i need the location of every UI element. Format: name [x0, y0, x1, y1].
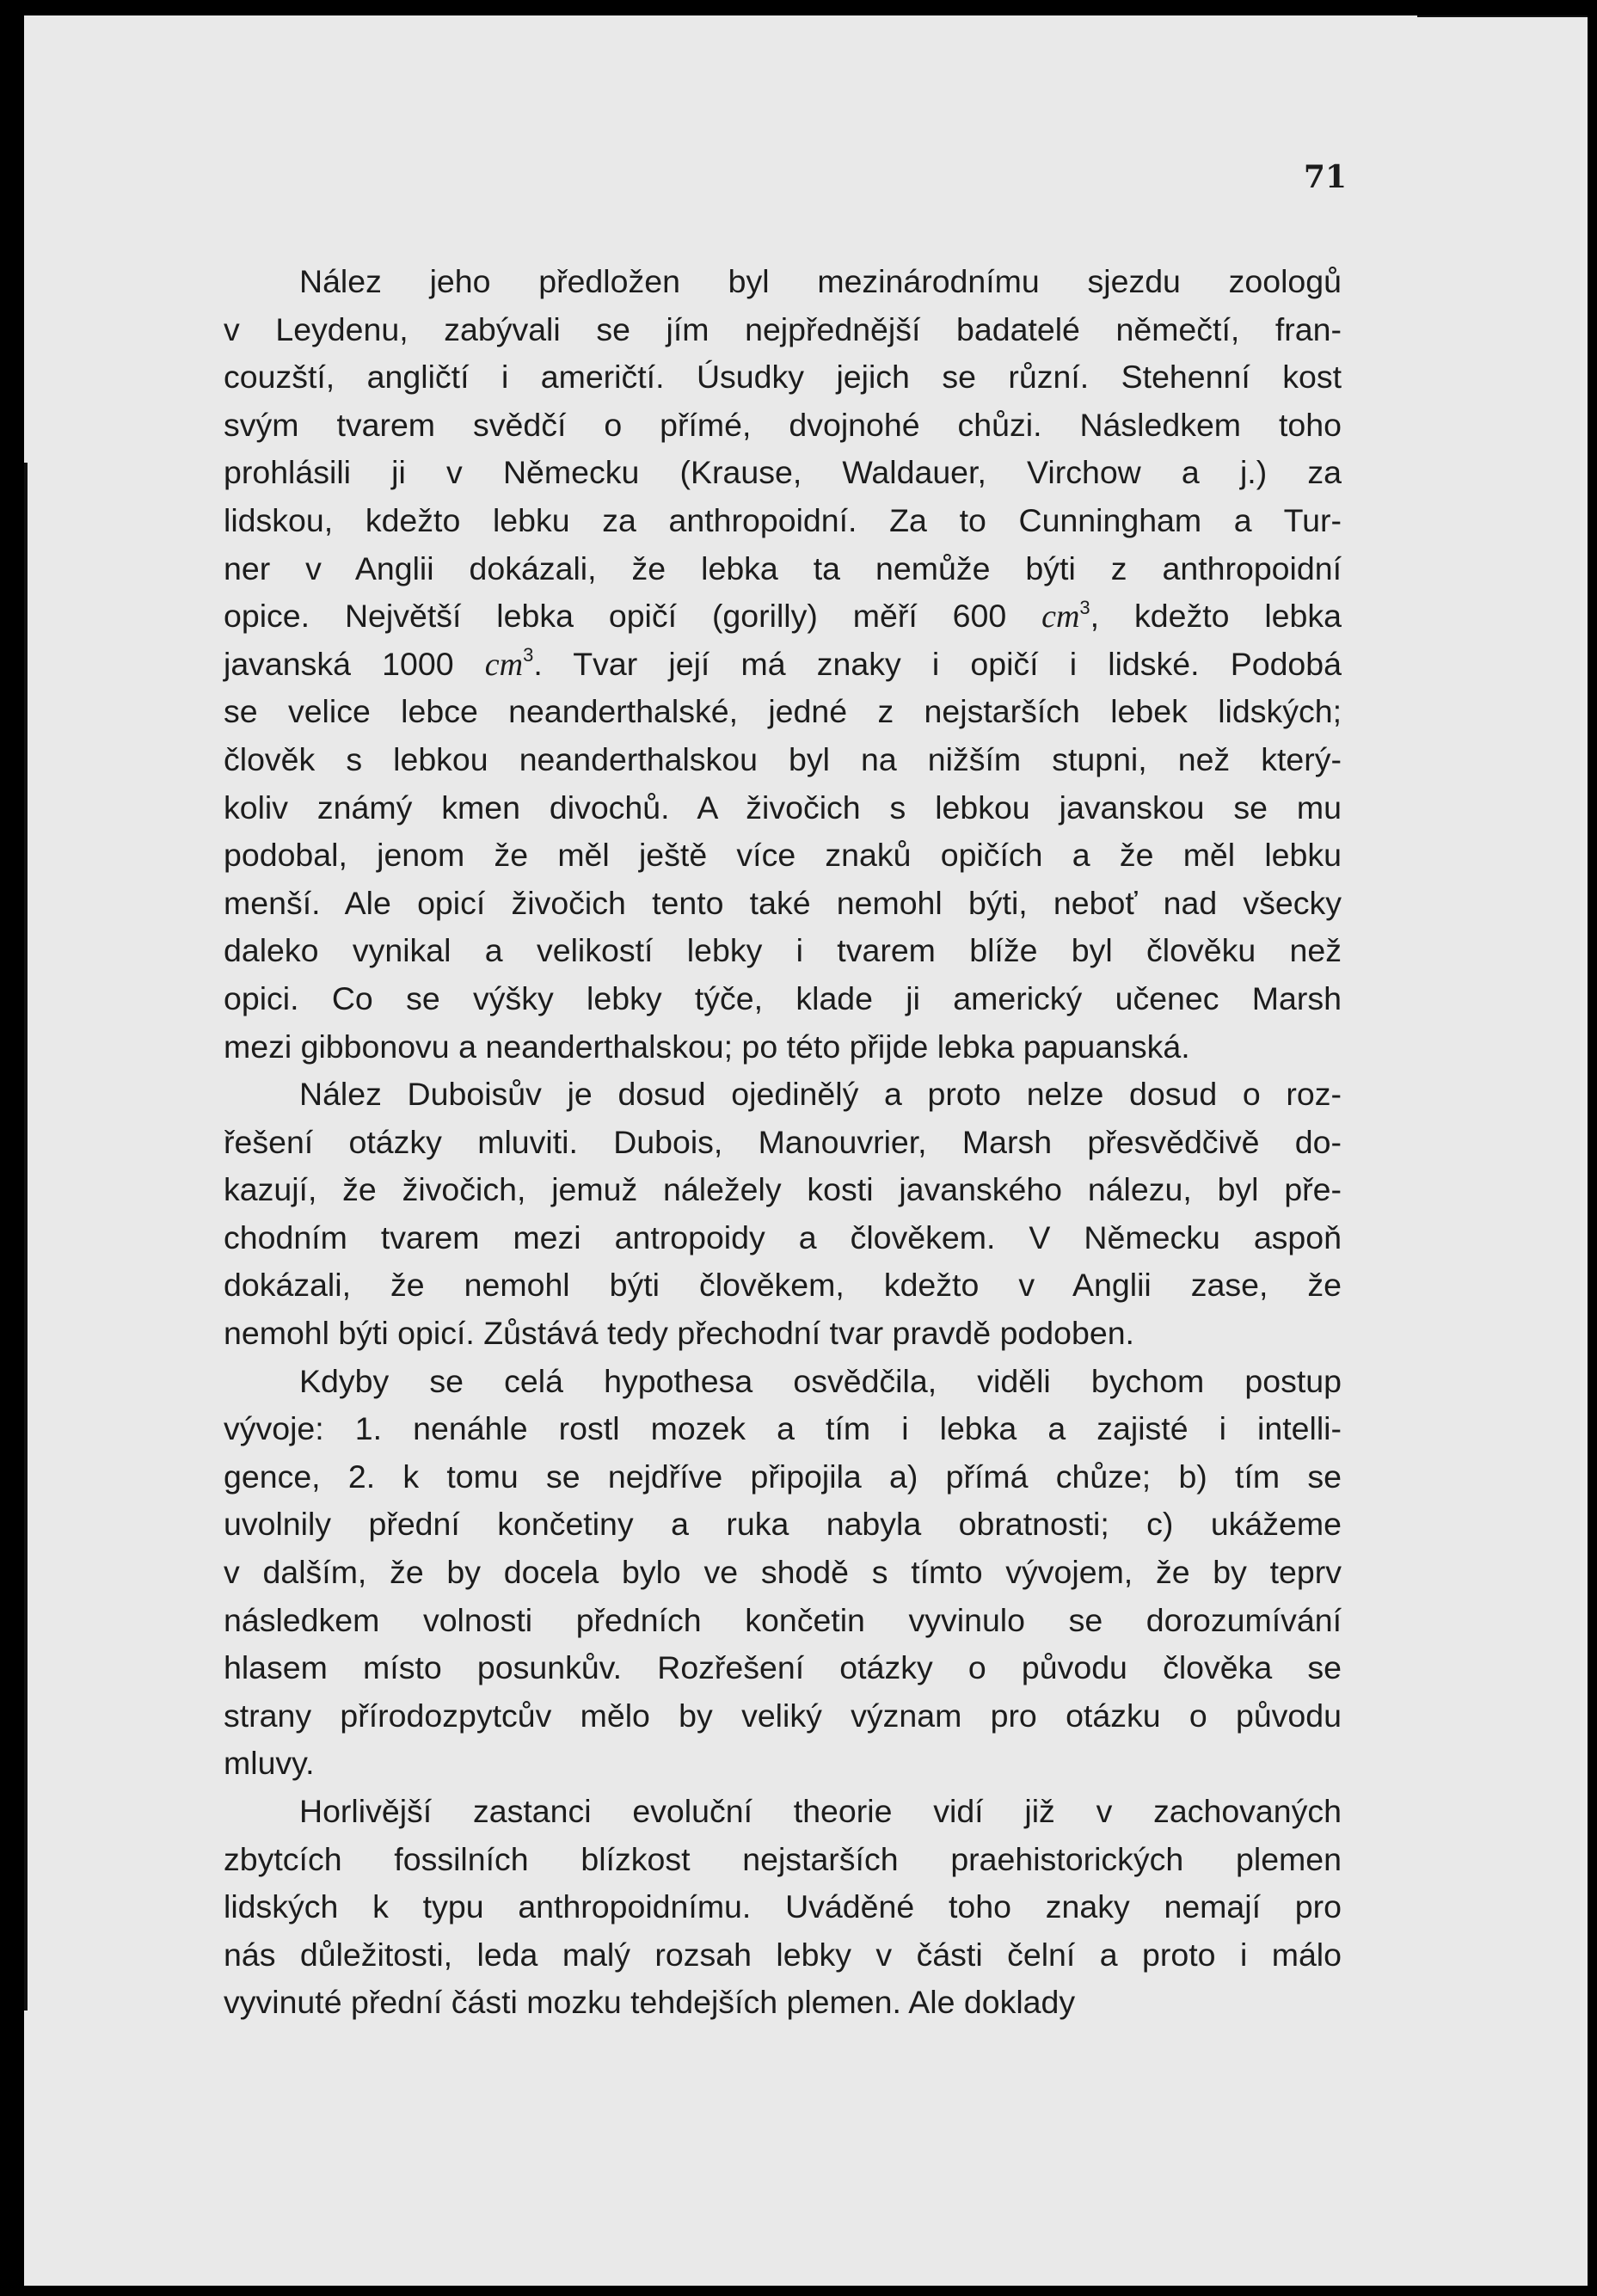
superscript: 3 — [1079, 596, 1090, 618]
text-line — [224, 1549, 1342, 1597]
text-segment: , kdežto lebka — [1090, 598, 1342, 635]
text-segment: koliv známý kmen divochů. A živočich s lebkou javanskou se mu — [224, 789, 1342, 826]
text-segment: Horlivější zastanci evoluční theorie vidí již v zachovaných — [299, 1793, 1342, 1829]
body-text — [224, 258, 1342, 2027]
text-line — [224, 1883, 1342, 1931]
text-line — [224, 1979, 1342, 2027]
text-line — [224, 927, 1342, 975]
text-segment: lidskou, kdežto lebku za anthropoidní. Za to Cunningham a Tur- — [224, 501, 1342, 538]
text-segment: menší. Ale opicí živočich tento také nemohl býti, neboť nad všecky — [224, 884, 1342, 921]
text-segment: chodním tvarem mezi antropoidy a člověkem. V Německu aspoň — [224, 1219, 1342, 1255]
text-line — [224, 1405, 1342, 1453]
text-segment: řešení otázky mluviti. Dubois, Manouvrier, Marsh přesvědčivě do- — [224, 1123, 1342, 1160]
text-line — [224, 1692, 1342, 1740]
text-segment: couzští, angličtí i američtí. Úsudky jejich se různí. Stehenní kost — [224, 359, 1342, 396]
text-line — [224, 592, 1342, 641]
text-segment: gence, 2. k tomu se nejdříve připojila a) přímá chůze; b) tím se — [224, 1458, 1342, 1495]
text-line — [224, 353, 1342, 402]
text-line — [224, 258, 1342, 306]
text-line — [224, 545, 1342, 593]
text-segment: Nález jeho předložen byl mezinárodnímu sjezdu zoologů — [299, 263, 1342, 299]
text-line — [224, 1214, 1342, 1262]
text-line — [224, 1597, 1342, 1645]
text-segment: mluvy. — [224, 1745, 315, 1782]
text-segment: nemohl býti opicí. Zůstává tedy přechodní tvar pravdě podoben. — [224, 1315, 1134, 1352]
text-line — [224, 497, 1342, 545]
text-segment: mezi gibbonovu a neanderthalskou; po této přijde lebka papuanská. — [224, 1028, 1190, 1065]
text-line — [224, 449, 1342, 497]
text-line — [224, 1262, 1342, 1310]
text-line — [224, 880, 1342, 928]
superscript: 3 — [523, 644, 534, 666]
text-segment: podobal, jenom že měl ještě více znaků opičích a že měl lebku — [224, 837, 1342, 874]
text-line — [224, 784, 1342, 832]
text-line — [224, 641, 1342, 689]
text-line — [224, 1836, 1342, 1884]
text-segment: strany přírodozpytcův mělo by veliký význam pro otázku o původu — [224, 1697, 1342, 1734]
text-segment: vývoje: 1. nenáhle rostl mozek a tím i lebka a zajisté i intelli- — [224, 1410, 1342, 1447]
italic-unit: cm — [1041, 599, 1080, 635]
text-line — [224, 1788, 1342, 1836]
page-number: 71 — [1303, 159, 1347, 195]
text-line — [224, 1166, 1342, 1214]
text-line — [224, 736, 1342, 784]
text-segment: Nález Duboisův je dosud ojedinělý a proto nelze dosud o roz- — [299, 1076, 1342, 1113]
text-segment: zbytcích fossilních blízkost nejstarších praehistorických plemen — [224, 1840, 1342, 1877]
text-line — [224, 832, 1342, 880]
text-segment: následkem volnosti předních končetin vyvinulo se dorozumívání — [224, 1601, 1342, 1638]
text-segment: hlasem místo posunkův. Rozřešení otázky o původu člověka se — [224, 1649, 1342, 1686]
text-segment: v dalším, že by docela bylo ve shodě s tímto vývojem, že by teprv — [224, 1554, 1342, 1591]
text-segment: ner v Anglii dokázali, že lebka ta nemůže býti z anthropoidní — [224, 549, 1342, 586]
text-segment: svým tvarem svědčí o přímé, dvojnohé chůzi. Následkem toho — [224, 406, 1342, 443]
text-line — [224, 1310, 1342, 1358]
text-segment: kazují, že živočich, jemuž náležely kosti javanského nálezu, byl pře- — [224, 1171, 1342, 1208]
text-line — [224, 975, 1342, 1023]
text-segment: v Leydenu, zabývali se jím nejpřednější badatelé němečtí, fran- — [224, 310, 1342, 347]
text-line — [224, 688, 1342, 736]
text-segment: dokázali, že nemohl býti člověkem, kdežto v Anglii zase, že — [224, 1267, 1342, 1304]
text-line — [224, 1071, 1342, 1119]
text-line — [224, 1931, 1342, 1980]
text-segment: nás důležitosti, leda malý rozsah lebky v části čelní a proto i málo — [224, 1936, 1342, 1973]
text-segment: uvolnily přední končetiny a ruka nabyla obratnosti; c) ukážeme — [224, 1506, 1342, 1543]
text-line — [224, 1501, 1342, 1549]
text-line — [224, 1119, 1342, 1167]
text-segment: javanská 1000 — [224, 645, 485, 682]
text-line — [224, 1644, 1342, 1692]
text-segment: vyvinuté přední části mozku tehdejších plemen. Ale doklady — [224, 1984, 1076, 2021]
text-line — [224, 1358, 1342, 1406]
text-line — [224, 306, 1342, 354]
text-line — [224, 1740, 1342, 1788]
text-segment: daleko vynikal a velikostí lebky i tvarem blíže byl člověku než — [224, 932, 1342, 969]
text-segment: lidských k typu anthropoidnímu. Uváděné toho znaky nemají pro — [224, 1888, 1342, 1925]
text-segment: . Tvar její má znaky i opičí i lidské. Podobá — [533, 645, 1342, 682]
text-line — [224, 1023, 1342, 1071]
book-page — [24, 15, 1588, 2286]
text-segment: člověk s lebkou neanderthalskou byl na nižším stupni, než který- — [224, 740, 1342, 777]
text-line — [224, 402, 1342, 450]
text-segment: opice. Největší lebka opičí (gorilly) měří 600 — [224, 598, 1042, 635]
text-segment: prohlásili ji v Německu (Krause, Waldauer, Virchow a j.) za — [224, 454, 1342, 491]
text-segment: opici. Co se výšky lebky týče, klade ji americký učenec Marsh — [224, 979, 1342, 1016]
text-segment: Kdyby se celá hypothesa osvědčila, viděli bychom postup — [299, 1362, 1342, 1399]
italic-unit: cm — [484, 646, 524, 683]
binding-shadow — [24, 463, 28, 2011]
top-edge-shadow — [1417, 15, 1588, 17]
text-line — [224, 1453, 1342, 1501]
text-segment: se velice lebce neanderthalské, jedné z nejstarších lebek lidských; — [224, 693, 1342, 730]
